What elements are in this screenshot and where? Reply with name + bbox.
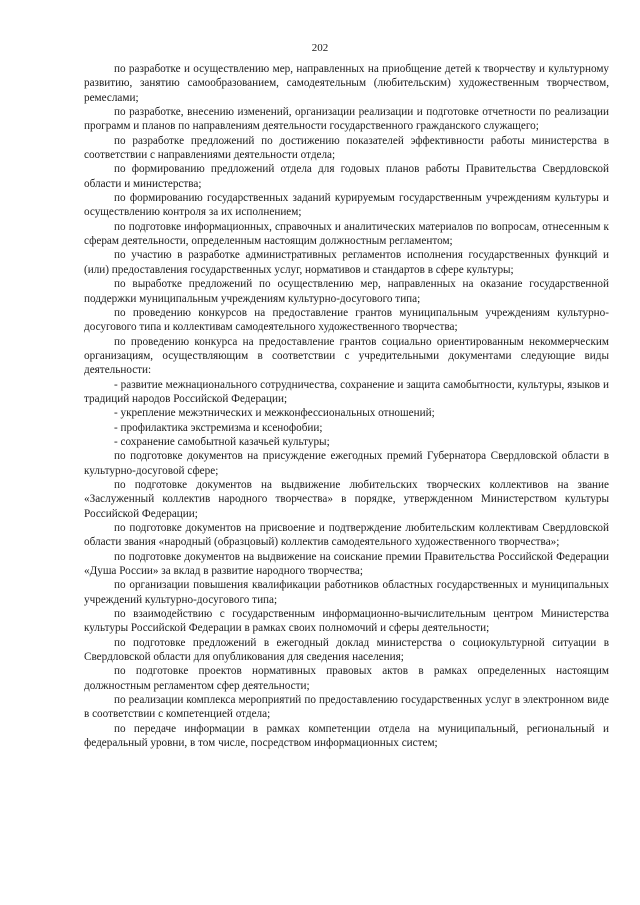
paragraph: по подготовке информационных, справочных и аналитических материалов по вопросам, отнесенным к сферам деятельности, определенным настоящим должностным регламентом;: [84, 220, 609, 248]
paragraph: по передаче информации в рамках компетенции отдела на муниципальный, региональный и федеральный уровни, в том числе, посредством информационных систем;: [84, 722, 609, 750]
paragraph: по проведению конкурсов на предоставление грантов муниципальным учреждениям культурно-досугового типа и коллективам самодеятельного художественного творчества;: [84, 306, 609, 334]
paragraph: по формированию государственных заданий курируемым государственным учреждениям культуры и осуществлению контроля за их исполнением;: [84, 192, 609, 219]
paragraph: по разработке, внесению изменений, организации реализации и подготовке отчетности по реализации программ и планов по направлениям деятельности государственного гражданского служащего;: [84, 106, 609, 133]
paragraph: по организации повышения квалификации работников областных государственных и муниципальных учреждений культурно-досугового типа;: [84, 579, 609, 606]
paragraph: по взаимодействию с государственным информационно-вычислительным центром Министерства культуры Российской Федерации в рамках своих полномочий и сферы деятельности;: [84, 608, 609, 635]
document-body: [84, 62, 609, 751]
paragraph: по подготовке проектов нормативных правовых актов в рамках определенных настоящим должностным регламентом сфер деятельности;: [84, 665, 609, 692]
paragraph: по реализации комплекса мероприятий по предоставлению государственных услуг в электронном виде в соответствии с компетенцией отдела;: [84, 694, 609, 721]
paragraph: по участию в разработке административных регламентов исполнения государственных функций и (или) предоставления государственных услуг, нормативов и стандартов в сфере культуры;: [84, 249, 609, 276]
paragraph: по проведению конкурса на предоставление грантов социально ориентированным некоммерческим организациям, осуществляющим в соответствии с учредительными документами следующие виды деятельности:: [84, 335, 609, 377]
paragraph: по подготовке документов на выдвижение любительских творческих коллективов на звание «Заслуженный коллектив народного творчества» в порядке, утвержденном Министерством культуры Российской Федерации;: [84, 478, 609, 520]
paragraph: по разработке и осуществлению мер, направленных на приобщение детей к творчеству и культурному развитию, занятию самообразованием, самодеятельным (любительским) художественным творчеством, ремеслами;: [84, 63, 609, 104]
paragraph: по подготовке документов на выдвижение на соискание премии Правительства Российской Федерации «Душа России» за вклад в развитие народного творчества;: [84, 550, 609, 578]
list-item: - профилактика экстремизма и ксенофобии;: [114, 421, 323, 434]
paragraph: по выработке предложений по осуществлению мер, направленных на оказание государственной поддержки муниципальным учреждениям культурно-досугового типа;: [84, 278, 609, 305]
paragraph: по разработке предложений по достижению показателей эффективности работы министерства в соответствии с направлениями деятельности отдела;: [84, 134, 609, 162]
paragraph: по подготовке предложений в ежегодный доклад министерства о социокультурной ситуации в Свердловской области для опубликования для сведения населения;: [84, 636, 609, 664]
list-item: - укрепление межэтнических и межконфессиональных отношений;: [114, 407, 435, 420]
paragraph: по подготовке документов на присвоение и подтверждение любительским коллективам Свердловской области звания «народный (образцовый) коллектив самодеятельного художественного творчества»;: [84, 522, 609, 549]
list-item: - развитие межнационального сотрудничества, сохранение и защита самобытности, культуры, языков и традиций народов Российской Федерации;: [84, 378, 609, 405]
paragraph: по формированию предложений отдела для годовых планов работы Правительства Свердловской области и министерства;: [84, 163, 609, 190]
paragraph: по подготовке документов на присуждение ежегодных премий Губернатора Свердловской области в культурно-досуговой сфере;: [84, 450, 609, 477]
page-number: 202: [311, 42, 329, 54]
list-item: - сохранение самобытной казачьей культуры;: [114, 435, 330, 448]
